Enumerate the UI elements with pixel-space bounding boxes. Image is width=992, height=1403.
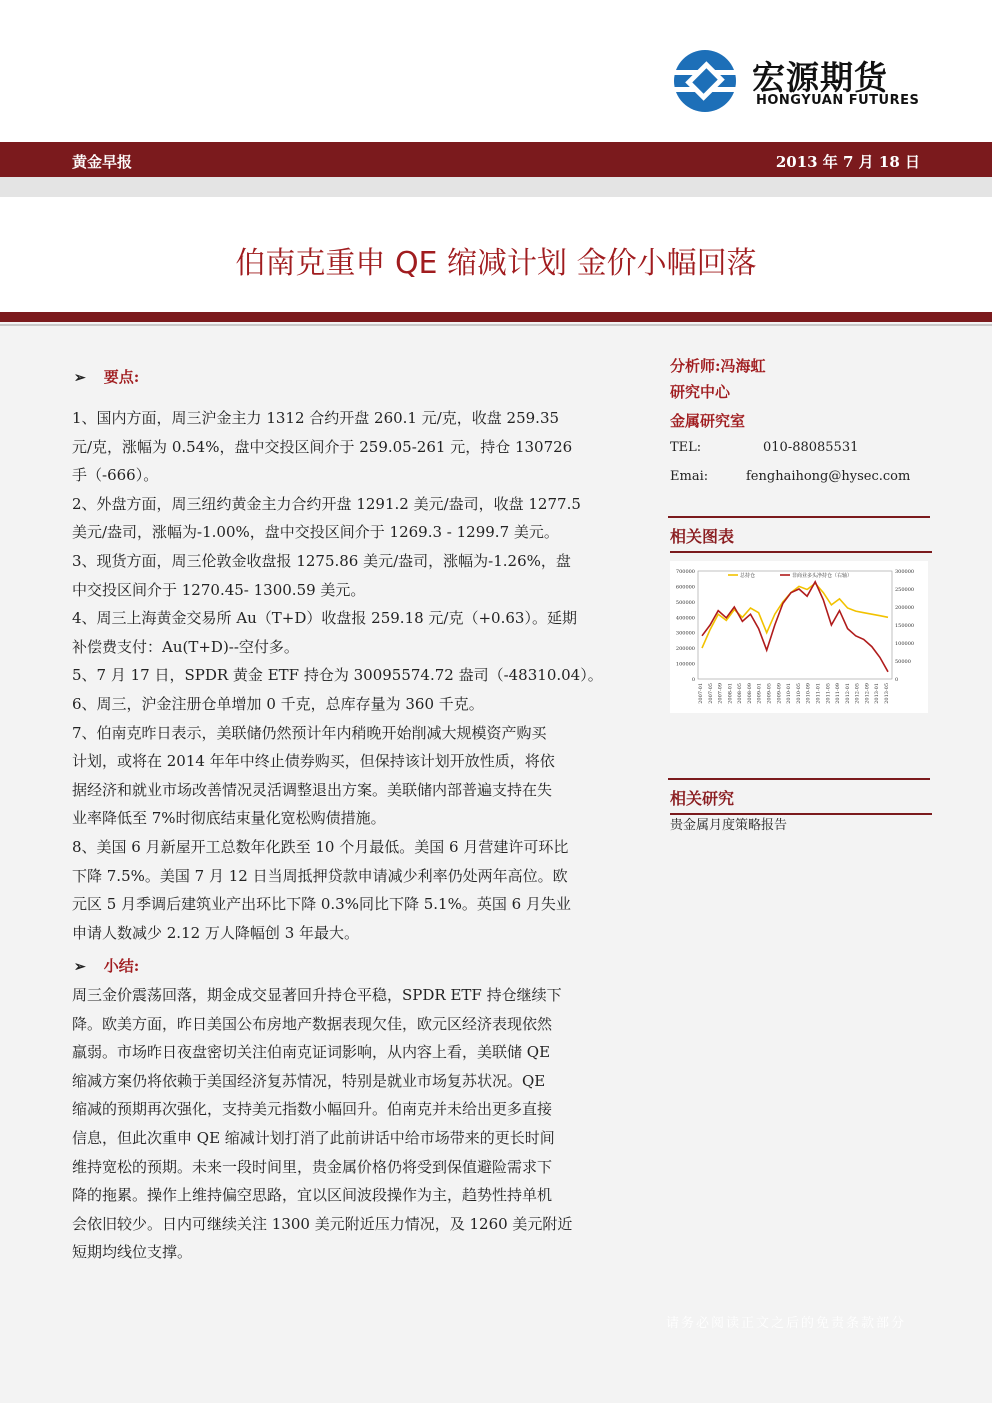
text-line: 会依旧较少。日内可继续关注 1300 美元附近压力情况，及 1260 美元附近 — [72, 1214, 573, 1233]
key-points-body — [72, 404, 624, 947]
x-axis-tick: 2010-09 — [805, 683, 812, 704]
related-research-link[interactable]: 贵金属月度策略报告 — [670, 818, 788, 833]
x-axis-tick: 2008-01 — [727, 683, 734, 704]
logo-name-en: HONGYUAN FUTURES — [756, 93, 920, 108]
x-axis-tick: 2007-05 — [707, 683, 714, 704]
right-axis-tick: 250000 — [895, 587, 915, 593]
x-axis-tick: 2009-05 — [766, 683, 773, 704]
text-line: 8、美国 6 月新屋开工总数年化跌至 10 个月最低。美国 6 月营建许可环比 — [72, 837, 569, 856]
tel-label: TEL: — [670, 440, 702, 455]
text-line: 1、国内方面，周三沪金主力 1312 合约开盘 260.1 元/克，收盘 259.35 — [72, 409, 560, 427]
right-axis-tick: 100000 — [895, 641, 915, 647]
x-axis-tick: 2012-05 — [854, 683, 861, 704]
left-axis-tick: 0 — [691, 677, 695, 683]
series-line — [702, 582, 888, 672]
text-line: 业率降低至 7%时彻底结束量化宽松购债措施。 — [72, 809, 386, 828]
text-line: 3、现货方面，周三伦敦金收盘报 1275.86 美元/盎司，涨幅为-1.26%，盘 — [72, 551, 571, 570]
text-line: 2、外盘方面，周三纽约黄金主力合约开盘 1291.2 美元/盎司，收盘 1277.5 — [72, 494, 581, 513]
text-line: 5、7 月 17 日，SPDR 黄金 ETF 持仓为 30095574.72 盎司（-48310.04）。 — [72, 666, 603, 685]
x-axis-tick: 2008-09 — [746, 683, 753, 704]
plot-frame — [698, 571, 892, 679]
related-charts-heading: 相关图表 — [670, 524, 932, 553]
x-axis-tick: 2010-05 — [795, 683, 802, 704]
right-axis-tick: 150000 — [895, 623, 915, 629]
tel-value: 010-88085531 — [763, 440, 859, 455]
text-line: 7、伯南克昨日表示，美联储仍然预计年内稍晚开始削减大规模资产购买 — [72, 723, 547, 742]
related-research-heading: 相关研究 — [670, 786, 932, 815]
text-line: 维持宽松的预期。未来一段时间里，贵金属价格仍将受到保值避险需求下 — [72, 1157, 553, 1176]
text-line: 降。欧美方面，昨日美国公布房地产数据表现欠佳，欧元区经济表现依然 — [72, 1014, 553, 1033]
text-line: 下降 7.5%。美国 7 月 12 日当周抵押贷款申请减少利率仍处两年高位。欧 — [72, 866, 568, 885]
report-date: 2013 年 7 月 18 日 — [775, 153, 920, 171]
left-axis-tick: 700000 — [675, 569, 695, 575]
text-line: 美元/盎司，涨幅为-1.00%，盘中交投区间介于 1269.3 - 1299.7 美元。 — [72, 523, 559, 542]
text-line: 计划，或将在 2014 年年中终止债券购买，但保持该计划开放性质，将依 — [72, 752, 555, 771]
disclaimer-note: 请务必阅读正文之后的免责条款部分 — [665, 1316, 906, 1331]
x-axis-tick: 2007-01 — [698, 683, 704, 704]
text-line: 中交投区间介于 1270.45- 1300.59 美元。 — [72, 580, 366, 599]
x-axis-tick: 2013-01 — [874, 683, 881, 704]
left-axis-tick: 400000 — [675, 615, 695, 622]
x-axis-tick: 2011-01 — [815, 683, 822, 704]
left-axis-tick: 500000 — [675, 599, 695, 606]
arrow-bullet-icon: ➢ — [74, 959, 86, 975]
divider-band — [0, 177, 992, 197]
text-line: 申请人数减少 2.12 万人降幅创 3 年最大。 — [72, 923, 360, 942]
x-axis-tick: 2009-01 — [756, 683, 763, 704]
left-axis-tick: 100000 — [675, 661, 695, 668]
text-line: 缩减的预期再次强化，支持美元指数小幅回升。伯南克并未给出更多直接 — [72, 1100, 553, 1119]
x-axis-tick: 2011-05 — [825, 683, 832, 704]
right-axis-tick: 300000 — [895, 569, 915, 575]
title-divider — [0, 312, 992, 322]
report-type: 黄金早报 — [72, 153, 133, 171]
research-center: 研究中心 — [670, 383, 731, 401]
analyst-name: 分析师:冯海虹 — [670, 357, 766, 375]
summary-heading: ➢ 小结: — [74, 957, 140, 975]
x-axis-tick: 2012-01 — [844, 683, 851, 704]
email-link[interactable]: fenghaihong@hysec.com — [746, 469, 911, 484]
page-title: 伯南克重申 QE 缩减计划 金价小幅回落 — [235, 246, 757, 281]
left-axis-tick: 600000 — [675, 584, 695, 591]
text-line: 降的拖累。操作上维持偏空思路，宜以区间波段操作为主，趋势性持单机 — [72, 1186, 553, 1205]
x-axis-tick: 2009-09 — [776, 683, 783, 704]
gold-positions-chart — [670, 561, 928, 713]
text-line: 信息，但此次重申 QE 缩减计划打消了此前讲话中给市场带来的更长时间 — [72, 1128, 555, 1147]
text-line: 缩减方案仍将依赖于美国经济复苏情况，特别是就业市场复苏状况。QE — [72, 1071, 546, 1090]
right-axis-tick: 0 — [895, 677, 899, 683]
key-points-heading: ➢ 要点: — [74, 368, 140, 386]
x-axis-tick: 2011-09 — [835, 683, 842, 704]
right-axis-tick: 200000 — [895, 605, 915, 611]
left-axis-tick: 200000 — [675, 646, 695, 653]
text-line: 短期均线位支撑。 — [72, 1243, 193, 1262]
text-line: 6、周三，沪金注册仓单增加 0 千克，总库存量为 360 千克。 — [72, 694, 484, 713]
logo-name-cn: 宏源期货 — [752, 58, 888, 97]
legend-label: 总持仓 — [740, 573, 756, 579]
x-axis-tick: 2008-05 — [737, 683, 744, 704]
x-axis-tick: 2012-09 — [864, 683, 871, 704]
text-line: 元区 5 月季调后建筑业产出环比下降 0.3%同比下降 5.1%。英国 6 月失业 — [72, 895, 571, 914]
left-axis-tick: 300000 — [675, 630, 695, 637]
text-line: 据经济和就业市场改善情况灵活调整退出方案。美联储内部普遍支持在失 — [72, 780, 553, 799]
legend-label: 非商业多头净持仓（右轴） — [792, 573, 853, 579]
text-line: 羸弱。市场昨日夜盘密切关注伯南克证词影响，从内容上看，美联储 QE — [72, 1043, 551, 1062]
text-line: 补偿费支付：Au(T+D)--空付多。 — [72, 637, 299, 656]
x-axis-tick: 2010-01 — [786, 683, 793, 704]
text-line: 手（-666）。 — [72, 466, 159, 485]
arrow-bullet-icon: ➢ — [74, 370, 86, 386]
text-line: 4、周三上海黄金交易所 Au（T+D）收盘报 259.18 元/克（+0.63）。延期 — [72, 609, 577, 628]
title-rule — [0, 324, 992, 326]
summary-body — [72, 981, 624, 1267]
right-axis-tick: 50000 — [895, 659, 911, 665]
x-axis-tick: 2013-05 — [884, 683, 890, 704]
metals-research-room: 金属研究室 — [670, 412, 746, 430]
email-label: Emai: — [670, 469, 709, 484]
text-line: 元/克，涨幅为 0.54%，盘中交投区间介于 259.05-261 元，持仓 130726 — [72, 437, 573, 456]
text-line: 周三金价震荡回落，期金成交显著回升持仓平稳，SPDR ETF 持仓继续下 — [72, 986, 562, 1004]
x-axis-tick: 2007-09 — [717, 683, 724, 704]
chart-svg — [670, 561, 928, 713]
